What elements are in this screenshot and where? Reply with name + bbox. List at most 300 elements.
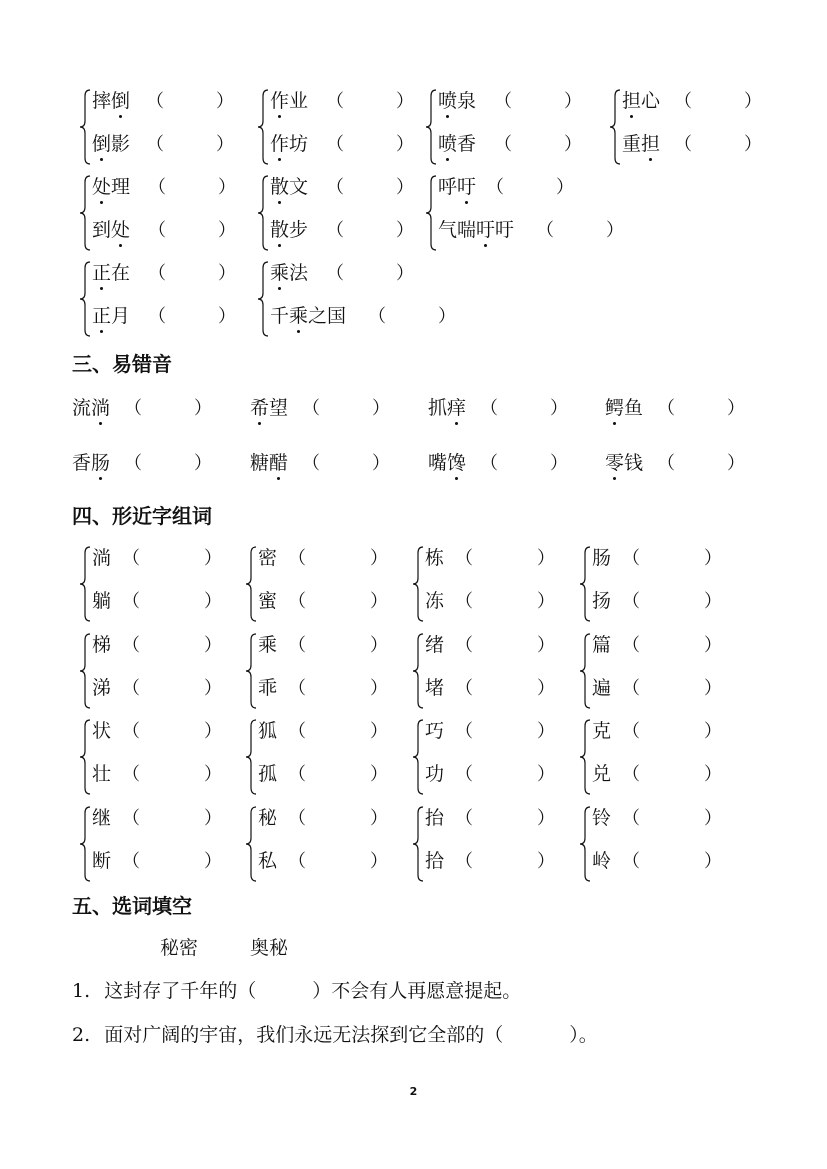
similar-char-group — [78, 803, 228, 889]
question-2-number: 2. — [72, 1024, 91, 1046]
dotted-char: 乘 — [270, 258, 289, 285]
error-prone-word — [72, 393, 242, 421]
similar-char: 克 — [592, 720, 612, 742]
brace-icon — [78, 174, 92, 252]
similar-char: 遍 — [592, 677, 612, 699]
open-paren: （ — [455, 764, 473, 785]
open-paren: （ — [480, 453, 498, 474]
answer-blank[interactable] — [142, 804, 202, 828]
brace-icon — [78, 88, 92, 166]
dotted-char: 作 — [270, 86, 289, 113]
answer-blank[interactable] — [166, 130, 214, 154]
open-paren: （ — [536, 220, 554, 241]
close-paren: ） — [204, 678, 222, 699]
dotted-char: 馋 — [447, 448, 466, 475]
answer-blank[interactable] — [142, 631, 202, 655]
answer-blank[interactable] — [500, 394, 548, 418]
open-paren: （ — [455, 808, 473, 829]
open-paren: （ — [622, 635, 640, 656]
answer-blank[interactable] — [694, 130, 742, 154]
open-paren: （ — [326, 91, 344, 112]
close-paren: ） — [204, 808, 222, 829]
close-paren: ） — [218, 306, 236, 327]
group-word — [92, 86, 130, 113]
answer-blank[interactable] — [475, 674, 535, 698]
open-paren: （ — [122, 548, 140, 569]
close-paren: ） — [537, 721, 555, 742]
answer-blank[interactable] — [346, 216, 394, 240]
group-word — [270, 301, 346, 328]
group-word — [92, 172, 130, 199]
question-1 — [72, 976, 521, 1003]
close-paren: ） — [218, 220, 236, 241]
close-paren: ） — [550, 398, 568, 419]
open-paren: （ — [122, 678, 140, 699]
similar-char-group — [578, 543, 728, 629]
similar-char-group — [78, 543, 228, 629]
word-group — [608, 86, 808, 172]
answer-blank[interactable] — [168, 302, 216, 326]
brace-icon — [578, 545, 592, 623]
word-suffix: 香 — [457, 133, 477, 155]
word-prefix: 摔 — [92, 90, 112, 112]
similar-char: 狐 — [258, 720, 278, 742]
close-paren: ） — [396, 91, 414, 112]
open-paren: （ — [622, 764, 640, 785]
dotted-char: 鳄 — [605, 393, 624, 420]
similar-char: 拾 — [425, 850, 445, 872]
open-paren: （ — [455, 851, 473, 872]
close-paren: ） — [704, 764, 722, 785]
open-paren: （ — [148, 306, 166, 327]
open-paren: （ — [455, 721, 473, 742]
open-paren: （ — [146, 91, 164, 112]
close-paren: ） — [372, 398, 390, 419]
error-prone-word — [250, 393, 420, 421]
word-prefix: 抓 — [428, 397, 448, 419]
error-prone-word — [428, 448, 598, 476]
answer-blank[interactable] — [308, 717, 368, 741]
group-word — [438, 172, 476, 199]
close-paren: ） — [564, 134, 582, 155]
word-choice-1: 秘密 — [160, 937, 199, 959]
open-paren: （ — [122, 721, 140, 742]
word-group — [256, 258, 456, 344]
group-word — [438, 129, 476, 156]
similar-char-group — [578, 630, 728, 716]
close-paren: ） — [704, 851, 722, 872]
similar-char: 栋 — [425, 547, 445, 569]
dotted-char: 吁 — [457, 172, 476, 199]
section-5-title: 五、选词填空 — [72, 894, 192, 918]
word-suffix: 心 — [641, 90, 661, 112]
similar-char-group — [411, 803, 561, 889]
answer-blank[interactable] — [168, 259, 216, 283]
similar-char: 冻 — [425, 590, 445, 612]
answer-blank[interactable] — [144, 449, 192, 473]
answer-blank[interactable] — [475, 544, 535, 568]
dotted-char: 担 — [641, 129, 660, 156]
dotted-char: 倒 — [111, 86, 130, 113]
close-paren: ） — [370, 591, 388, 612]
open-paren: （ — [288, 548, 306, 569]
word-suffix: 钱 — [624, 452, 644, 474]
open-paren: （ — [122, 764, 140, 785]
close-paren: ） — [537, 678, 555, 699]
question-2-text-before: 面对广阔的宇宙，我们永远无法探到它全部的（ — [104, 1024, 504, 1046]
close-paren: ） — [218, 263, 236, 284]
answer-blank[interactable] — [642, 587, 702, 611]
close-paren: ） — [556, 177, 574, 198]
word-suffix: 理 — [111, 176, 131, 198]
answer-blank[interactable] — [677, 394, 725, 418]
answer-blank[interactable] — [308, 847, 368, 871]
dotted-char: 散 — [270, 215, 289, 242]
answer-blank[interactable] — [475, 631, 535, 655]
answer-blank[interactable] — [677, 449, 725, 473]
brace-icon — [411, 545, 425, 623]
answer-blank[interactable] — [475, 717, 535, 741]
word-prefix: 嘴 — [428, 452, 448, 474]
brace-icon — [424, 174, 438, 252]
open-paren: （ — [455, 635, 473, 656]
answer-blank[interactable] — [322, 394, 370, 418]
word-suffix: 之国 — [308, 305, 347, 327]
open-paren: （ — [326, 177, 344, 198]
close-paren: ） — [204, 851, 222, 872]
answer-blank[interactable] — [346, 259, 394, 283]
open-paren: （ — [494, 91, 512, 112]
answer-blank[interactable] — [500, 449, 548, 473]
open-paren: （ — [622, 678, 640, 699]
brace-icon — [244, 718, 258, 796]
answer-blank[interactable] — [506, 173, 554, 197]
word-prefix: 香 — [72, 452, 92, 474]
brace-icon — [578, 805, 592, 883]
close-paren: ） — [396, 263, 414, 284]
similar-char: 密 — [258, 547, 278, 569]
similar-char-group — [578, 803, 728, 889]
error-prone-word — [250, 448, 420, 476]
word-suffix: 步 — [289, 219, 309, 241]
similar-char: 铃 — [592, 807, 612, 829]
open-paren: （ — [122, 591, 140, 612]
similar-char-group — [244, 716, 394, 802]
open-paren: （ — [288, 678, 306, 699]
similar-char-group — [411, 716, 561, 802]
open-paren: （ — [326, 263, 344, 284]
word-prefix: 千 — [270, 305, 290, 327]
open-paren: （ — [288, 721, 306, 742]
dotted-char: 乘 — [289, 301, 308, 328]
word-group — [78, 86, 278, 172]
page-number: 2 — [409, 1085, 418, 1098]
close-paren: ） — [216, 91, 234, 112]
word-suffix: 业 — [289, 90, 309, 112]
similar-char: 肠 — [592, 547, 612, 569]
similar-char: 岭 — [592, 850, 612, 872]
dotted-char: 零 — [605, 448, 624, 475]
close-paren: ） — [564, 91, 582, 112]
error-prone-word — [428, 393, 598, 421]
dotted-char: 喷 — [438, 86, 457, 113]
similar-char: 躺 — [92, 590, 112, 612]
answer-blank[interactable] — [642, 847, 702, 871]
close-paren: ） — [704, 678, 722, 699]
answer-blank[interactable] — [346, 173, 394, 197]
answer-blank[interactable] — [142, 587, 202, 611]
brace-icon — [78, 718, 92, 796]
answer-blank[interactable] — [642, 631, 702, 655]
answer-blank[interactable] — [142, 674, 202, 698]
answer-blank[interactable] — [142, 760, 202, 784]
open-paren: （ — [326, 134, 344, 155]
answer-blank[interactable] — [308, 544, 368, 568]
close-paren: ） — [204, 764, 222, 785]
similar-char: 扬 — [592, 590, 612, 612]
answer-blank[interactable] — [388, 302, 436, 326]
close-paren: ） — [537, 591, 555, 612]
answer-blank[interactable] — [346, 130, 394, 154]
close-paren: ） — [537, 548, 555, 569]
word-suffix: 月 — [111, 305, 131, 327]
similar-char: 秘 — [258, 807, 278, 829]
answer-blank[interactable] — [308, 760, 368, 784]
open-paren: （ — [455, 548, 473, 569]
group-word — [438, 86, 476, 113]
brace-icon — [256, 88, 270, 166]
answer-blank[interactable] — [308, 587, 368, 611]
similar-char: 孤 — [258, 763, 278, 785]
answer-blank[interactable] — [642, 804, 702, 828]
close-paren: ） — [704, 808, 722, 829]
answer-blank[interactable] — [642, 674, 702, 698]
close-paren: ） — [370, 721, 388, 742]
word-suffix: 影 — [111, 133, 131, 155]
similar-char: 淌 — [92, 547, 112, 569]
open-paren: （ — [622, 808, 640, 829]
word-group — [78, 172, 278, 258]
answer-blank[interactable] — [168, 173, 216, 197]
open-paren: （ — [146, 134, 164, 155]
answer-blank[interactable] — [308, 804, 368, 828]
similar-char: 断 — [92, 850, 112, 872]
similar-char: 私 — [258, 850, 278, 872]
question-1-text-before: 这封存了千年的（ — [104, 980, 257, 1002]
brace-icon — [411, 718, 425, 796]
word-prefix: 呼 — [438, 176, 458, 198]
open-paren: （ — [122, 808, 140, 829]
answer-blank[interactable] — [346, 87, 394, 111]
close-paren: ） — [438, 306, 456, 327]
group-word — [270, 129, 308, 156]
similar-char-group — [78, 630, 228, 716]
similar-char: 继 — [92, 807, 112, 829]
brace-icon — [578, 632, 592, 710]
answer-blank[interactable] — [308, 674, 368, 698]
brace-icon — [424, 88, 438, 166]
similar-char-group — [411, 543, 561, 629]
group-word — [270, 172, 308, 199]
brace-icon — [256, 174, 270, 252]
close-paren: ） — [204, 591, 222, 612]
close-paren: ） — [537, 851, 555, 872]
brace-icon — [244, 632, 258, 710]
open-paren: （ — [368, 306, 386, 327]
similar-char: 抬 — [425, 807, 445, 829]
close-paren: ） — [372, 453, 390, 474]
error-prone-word — [605, 393, 775, 421]
open-paren: （ — [622, 721, 640, 742]
similar-char: 梯 — [92, 634, 112, 656]
answer-blank[interactable] — [642, 544, 702, 568]
dotted-char: 希 — [250, 393, 269, 420]
group-word — [92, 258, 130, 285]
answer-blank[interactable] — [144, 394, 192, 418]
open-paren: （ — [302, 453, 320, 474]
similar-char: 壮 — [92, 763, 112, 785]
word-prefix: 流 — [72, 397, 92, 419]
dotted-char: 作 — [270, 129, 289, 156]
answer-blank[interactable] — [166, 87, 214, 111]
similar-char: 巧 — [425, 720, 445, 742]
similar-char: 涕 — [92, 677, 112, 699]
similar-char-group — [244, 543, 394, 629]
group-word — [622, 86, 660, 113]
open-paren: （ — [455, 678, 473, 699]
close-paren: ） — [194, 398, 212, 419]
question-2-text-after: ）。 — [569, 1024, 598, 1046]
similar-char: 乘 — [258, 634, 278, 656]
similar-char: 乖 — [258, 677, 278, 699]
group-word — [92, 301, 130, 328]
answer-blank[interactable] — [475, 804, 535, 828]
close-paren: ） — [704, 591, 722, 612]
word-suffix: 望 — [269, 397, 289, 419]
dotted-char: 吁 — [476, 215, 495, 242]
brace-icon — [78, 805, 92, 883]
close-paren: ） — [370, 764, 388, 785]
answer-blank[interactable] — [514, 87, 562, 111]
group-word — [92, 215, 130, 242]
open-paren: （ — [622, 851, 640, 872]
open-paren: （ — [288, 808, 306, 829]
dotted-char: 正 — [92, 301, 111, 328]
answer-blank[interactable] — [514, 130, 562, 154]
group-word — [270, 258, 308, 285]
error-prone-word — [605, 448, 775, 476]
word-prefix: 重 — [622, 133, 642, 155]
similar-char-group — [78, 716, 228, 802]
group-word — [438, 215, 514, 242]
dotted-char: 处 — [92, 172, 111, 199]
brace-icon — [608, 88, 622, 166]
open-paren: （ — [122, 851, 140, 872]
open-paren: （ — [148, 177, 166, 198]
close-paren: ） — [204, 721, 222, 742]
word-choice-2: 奥秘 — [250, 937, 289, 959]
close-paren: ） — [218, 177, 236, 198]
close-paren: ） — [727, 453, 745, 474]
group-word — [270, 86, 308, 113]
similar-char-group — [244, 630, 394, 716]
word-suffix: 泉 — [457, 90, 477, 112]
word-suffix: 在 — [111, 262, 131, 284]
open-paren: （ — [302, 398, 320, 419]
question-1-number: 1. — [72, 980, 91, 1002]
open-paren: （ — [148, 263, 166, 284]
open-paren: （ — [288, 851, 306, 872]
open-paren: （ — [288, 764, 306, 785]
dotted-char: 倒 — [92, 129, 111, 156]
section-3-title: 三、易错音 — [72, 352, 172, 376]
close-paren: ） — [537, 808, 555, 829]
answer-blank[interactable] — [556, 216, 604, 240]
brace-icon — [578, 718, 592, 796]
answer-blank[interactable] — [475, 847, 535, 871]
close-paren: ） — [606, 220, 624, 241]
open-paren: （ — [124, 398, 142, 419]
close-paren: ） — [370, 808, 388, 829]
dotted-char: 痒 — [447, 393, 466, 420]
open-paren: （ — [486, 177, 504, 198]
open-paren: （ — [657, 453, 675, 474]
answer-blank[interactable] — [308, 631, 368, 655]
brace-icon — [244, 545, 258, 623]
brace-icon — [411, 632, 425, 710]
answer-blank[interactable] — [642, 760, 702, 784]
word-suffix: 法 — [289, 262, 309, 284]
close-paren: ） — [204, 548, 222, 569]
answer-blank[interactable] — [142, 717, 202, 741]
close-paren: ） — [704, 548, 722, 569]
similar-char: 状 — [92, 720, 112, 742]
close-paren: ） — [744, 134, 762, 155]
answer-blank[interactable] — [694, 87, 742, 111]
close-paren: ） — [550, 453, 568, 474]
word-group — [424, 172, 624, 258]
error-prone-word — [72, 448, 242, 476]
close-paren: ） — [370, 678, 388, 699]
open-paren: （ — [494, 134, 512, 155]
answer-blank[interactable] — [642, 717, 702, 741]
dotted-char: 担 — [622, 86, 641, 113]
similar-char: 蜜 — [258, 590, 278, 612]
word-group — [78, 258, 278, 344]
open-paren: （ — [674, 91, 692, 112]
close-paren: ） — [396, 134, 414, 155]
open-paren: （ — [455, 591, 473, 612]
brace-icon — [411, 805, 425, 883]
answer-blank[interactable] — [322, 449, 370, 473]
open-paren: （ — [480, 398, 498, 419]
dotted-char: 散 — [270, 172, 289, 199]
open-paren: （ — [622, 548, 640, 569]
similar-char-group — [411, 630, 561, 716]
answer-blank[interactable] — [142, 544, 202, 568]
answer-blank[interactable] — [475, 760, 535, 784]
close-paren: ） — [537, 635, 555, 656]
open-paren: （ — [288, 591, 306, 612]
answer-blank[interactable] — [475, 587, 535, 611]
close-paren: ） — [537, 764, 555, 785]
word-group — [424, 86, 624, 172]
word-suffix: 吁 — [495, 219, 515, 241]
close-paren: ） — [204, 635, 222, 656]
question-2 — [72, 1020, 598, 1047]
answer-blank[interactable] — [168, 216, 216, 240]
answer-blank[interactable] — [142, 847, 202, 871]
